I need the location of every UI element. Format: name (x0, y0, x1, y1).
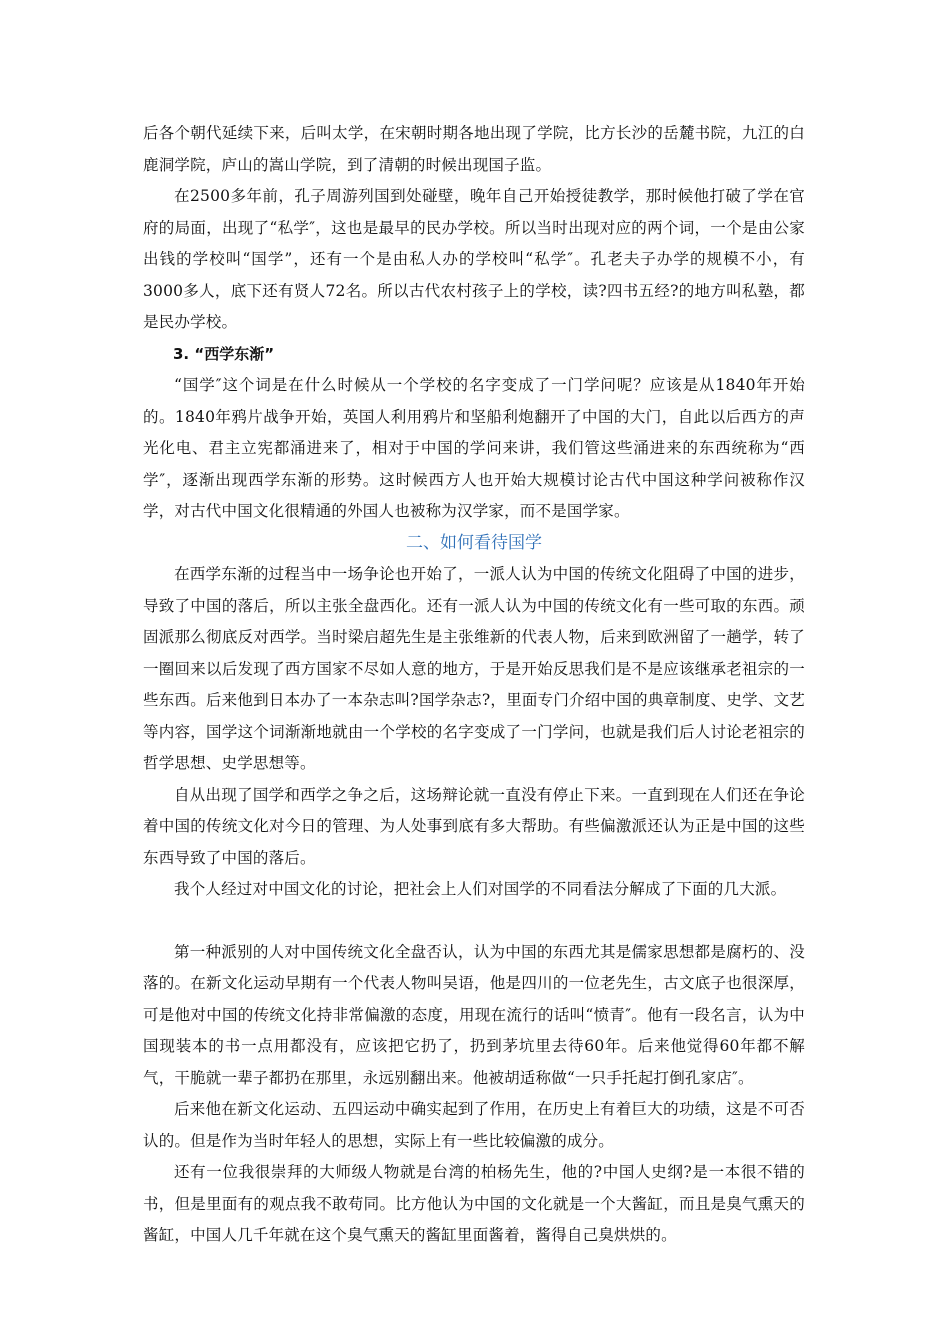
paragraph-private-schools: 在2500多年前，孔子周游列国到处碰壁，晚年自己开始授徒教学，那时候他打破了学在官府的局面，出现了“私学″，这也是最早的民办学校。所以当时出现对应的两个词，一个是由公家出钱的学校叫“国学”，还有一个是由私人办的学校叫“私学″。孔老夫子办学的规模不小，有3000多人，底下还有贤人72名。所以古代农村孩子上的学校，读?四书五经?的地方叫私塾，都是民办学校。 (143, 187, 805, 331)
paragraph-spacer (143, 906, 805, 937)
document-body (143, 118, 805, 1252)
paragraph-debate: 在西学东渐的过程当中一场争论也开始了，一派人认为中国的传统文化阻碍了中国的进步，导致了中国的落后，所以主张全盘西化。还有一派人认为中国的传统文化有一些可取的东西。顽固派那么彻底反对西学。当时梁启超先生是主张维新的代表人物，后来到欧洲留了一趟学，转了一圈回来以后发现了西方国家不尽如人意的地方，于是开始反思我们是不是应该继承老祖宗的一些东西。后来他到日本办了一本杂志叫?国学杂志?，里面专门介绍中国的典章制度、史学、文艺等内容，国学这个词渐渐地就由一个学校的名字变成了一门学问，也就是我们后人讨论老祖宗的哲学思想、史学思想等。 (143, 565, 805, 772)
paragraph-since-debate: 自从出现了国学和西学之争之后，这场辩论就一直没有停止下来。一直到现在人们还在争论着中国的传统文化对今日的管理、为人处事到底有多大帮助。有些偏激派还认为正是中国的这些东西导致了中国的落后。 (143, 785, 805, 867)
paragraph-bo-yang: 还有一位我很崇拜的大师级人物就是台湾的柏杨先生，他的?中国人史纲?是一本很不错的书，但是里面有的观点我不敢苟同。比方他认为中国的文化就是一个大酱缸，而且是臭气熏天的酱缸，中国人几千年就在这个臭气熏天的酱缸里面酱着，酱得自己臭烘烘的。 (143, 1163, 805, 1244)
section-heading-how-to-view: 二、如何看待国学 (406, 532, 542, 553)
paragraph-academies: 后各个朝代延续下来，后叫太学，在宋朝时期各地出现了学院，比方长沙的岳麓书院，九江的白鹿洞学院，庐山的嵩山学院，到了清朝的时候出现国子监。 (143, 124, 805, 174)
paragraph-later-role: 后来他在新文化运动、五四运动中确实起到了作用，在历史上有着巨大的功绩，这是不可否认的。但是作为当时年轻人的思想，实际上有一些比较偏激的成分。 (143, 1100, 805, 1150)
paragraph-western-learning: “国学″这个词是在什么时候从一个学校的名字变成了一门学问呢？应该是从1840年开始的。1840年鸦片战争开始，英国人利用鸦片和坚船利炮翻开了中国的大门，自此以后西方的声光化电、君主立宪都涌进来了，相对于中国的学问来讲，我们管这些涌进来的东西统称为“西学″，逐渐出现西学东渐的形势。这时候西方人也开始大规模讨论古代中国这种学问被称作汉学，对古代中国文化很精通的外国人也被称为汉学家，而不是国学家。 (143, 376, 805, 520)
paragraph-personal-view: 我个人经过对中国文化的讨论，把社会上人们对国学的不同看法分解成了下面的几大派。 (174, 880, 787, 898)
paragraph-first-school: 第一种派别的人对中国传统文化全盘否认，认为中国的东西尤其是儒家思想都是腐朽的、没落的。在新文化运动早期有一个代表人物叫吴语，他是四川的一位老先生，古文底子也很深厚，可是他对中国的传统文化持非常偏激的态度，用现在流行的话叫“愤青″。他有一段名言，认为中国现装本的书一点用都没有，应该把它扔了，扔到茅坑里去待60年。后来他觉得60年都不解气，干脆就一辈子都扔在那里，永远别翻出来。他被胡适称做“一只手托起打倒孔家店″。 (143, 942, 805, 1087)
subheading-western-learning: 3. “西学东渐” (173, 344, 275, 363)
